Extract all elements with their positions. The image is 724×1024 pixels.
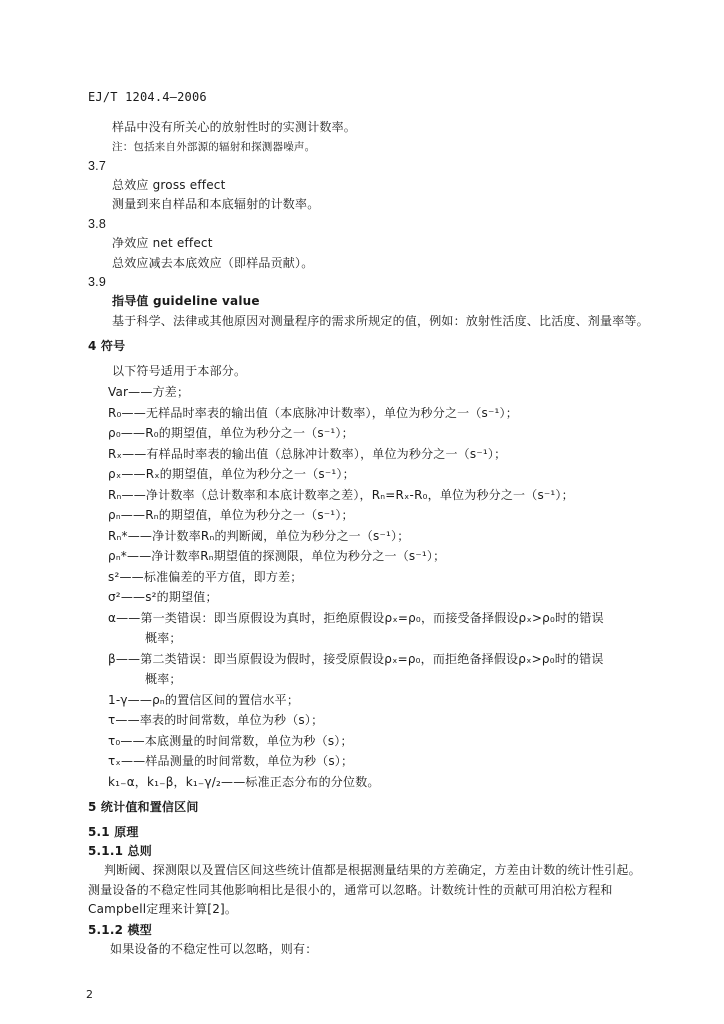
paragraph-line: 如果设备的不稳定性可以忽略，则有：	[110, 942, 318, 956]
symbol-line: ρ₀——R₀的期望值，单位为秒分之一（s⁻¹）；	[108, 426, 354, 440]
symbol-line: s²——标准偏差的平方值，即方差；	[108, 570, 303, 584]
section-number: 3.9	[88, 275, 106, 289]
term-definition: 总效应减去本底效应（即样品贡献）。	[112, 256, 314, 270]
symbol-line: Rₙ*——净计数率Rₙ的判断阈，单位为秒分之一（s⁻¹）；	[108, 529, 410, 543]
symbol-line: Rₓ——有样品时率表的输出值（总脉冲计数率），单位为秒分之一（s⁻¹）；	[108, 447, 507, 461]
text-line: 以下符号适用于本部分。	[112, 364, 247, 378]
subsection-heading: 5.1 原理	[88, 825, 139, 839]
section-number: 3.8	[88, 217, 106, 231]
section-heading: 5 统计值和置信区间	[88, 800, 199, 814]
symbol-line: R₀——无样品时率表的输出值（本底脉冲计数率），单位为秒分之一（s⁻¹）；	[108, 406, 518, 420]
paragraph-line: 判断阈、探测限以及置信区间这些统计值都是根据测量结果的方差确定，方差由计数的统计性引起。	[104, 863, 641, 877]
symbol-line: ρₙ——Rₙ的期望值，单位为秒分之一（s⁻¹）；	[108, 508, 354, 522]
subsection-heading: 5.1.1 总则	[88, 844, 152, 858]
page-number: 2	[86, 988, 94, 1001]
section-heading: 4 符号	[88, 339, 126, 353]
term-title: 净效应 net effect	[112, 236, 213, 250]
paragraph-line: 测量设备的不稳定性同其他影响相比是很小的，通常可以忽略。计数统计性的贡献可用泊松方程和	[88, 883, 613, 897]
symbol-line: τₓ——样品测量的时间常数，单位为秒（s）；	[108, 754, 354, 768]
symbol-line: Var——方差；	[108, 385, 190, 399]
symbol-line-continued: 概率；	[145, 631, 182, 645]
symbol-line: α——第一类错误：即当原假设为真时，拒绝原假设ρₓ=ρ₀，而接受备择假设ρₓ>ρ₀时的错误	[108, 611, 604, 625]
term-definition: 基于科学、法律或其他原因对测量程序的需求所规定的值，例如：放射性活度、比活度、剂量率等。	[112, 314, 649, 328]
symbol-line-continued: 概率；	[145, 672, 182, 686]
subsection-heading: 5.1.2 模型	[88, 923, 152, 937]
note-line: 注：包括来自外部源的辐射和探测器噪声。	[112, 141, 316, 153]
paragraph-line: Campbell定理来计算[2]。	[88, 902, 238, 916]
document-header-id: EJ/T 1204.4—2006	[88, 90, 207, 104]
term-title: 总效应 gross effect	[112, 178, 226, 192]
section-number: 3.7	[88, 159, 106, 173]
symbol-line: τ——率表的时间常数，单位为秒（s）；	[108, 713, 324, 727]
symbol-line: σ²——s²的期望值；	[108, 590, 218, 604]
term-definition: 测量到来自样品和本底辐射的计数率。	[112, 197, 320, 211]
symbol-line: ρₓ——Rₓ的期望值，单位为秒分之一（s⁻¹）；	[108, 467, 355, 481]
symbol-line: 1-γ——ρₙ的置信区间的置信水平；	[108, 693, 300, 707]
symbol-line: τ₀——本底测量的时间常数，单位为秒（s）；	[108, 734, 353, 748]
term-title: 指导值 guideline value	[112, 294, 260, 308]
symbol-line: β——第二类错误：即当原假设为假时，接受原假设ρₓ=ρ₀，而拒绝备择假设ρₓ>ρ₀时的错误	[108, 652, 604, 666]
symbol-line: Rₙ——净计数率（总计数率和本底计数率之差），Rₙ=Rₓ-R₀，单位为秒分之一（s⁻¹）；	[108, 488, 574, 502]
text-line: 样品中没有所关心的放射性时的实测计数率。	[112, 120, 357, 134]
symbol-line: ρₙ*——净计数率Rₙ期望值的探测限，单位为秒分之一（s⁻¹）；	[108, 549, 446, 563]
symbol-line: k₁₋α，k₁₋β，k₁₋γ/₂——标准正态分布的分位数。	[108, 775, 380, 789]
